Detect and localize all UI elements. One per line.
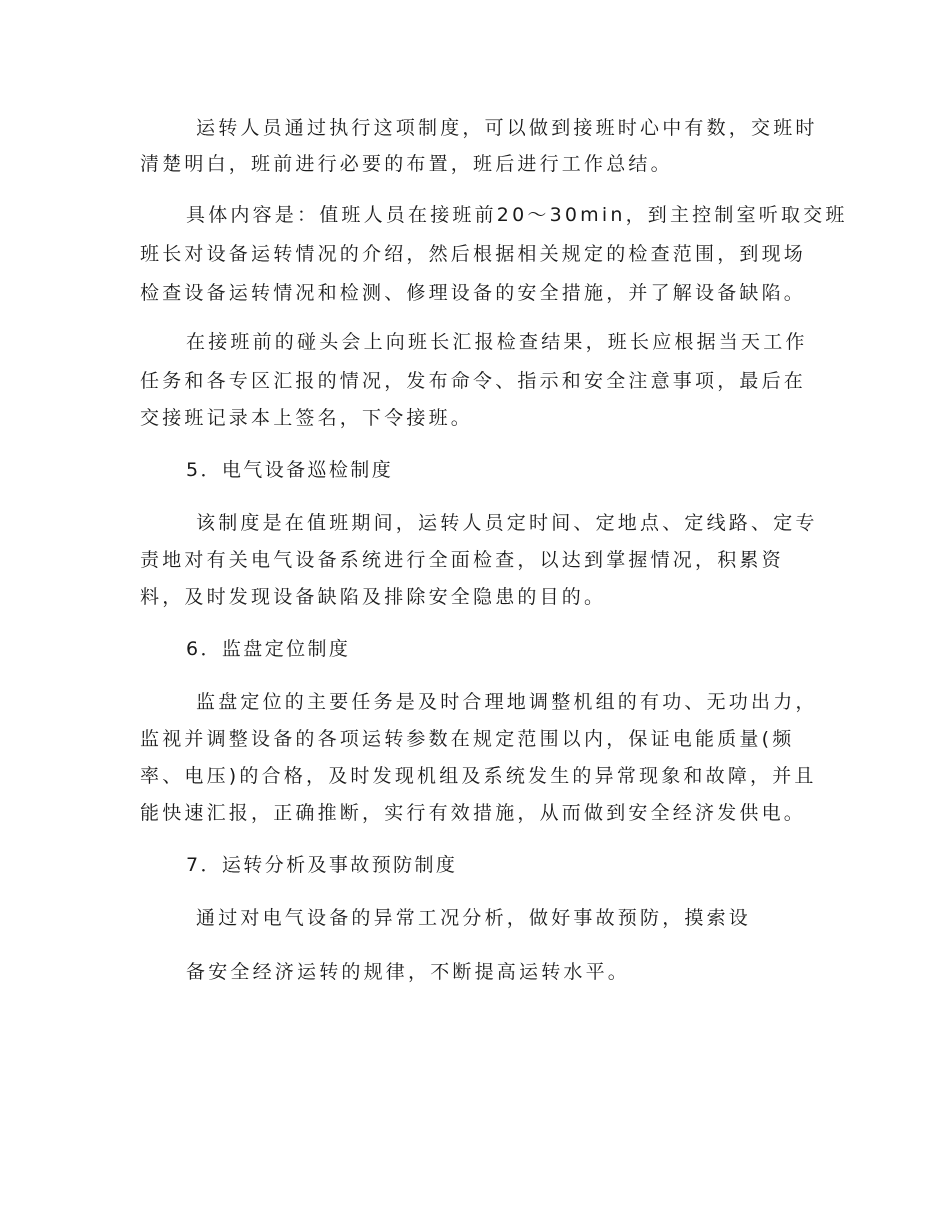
paragraph-3-line-2: 任务和各专区汇报的情况，发布命令、指示和安全注意事项，最后在 (140, 370, 807, 392)
paragraph-5-line-1: 监盘定位的主要任务是及时合理地调整机组的有功、无功出力， (196, 691, 818, 713)
paragraph-2-line-3: 检查设备运转情况和检测、修理设备的安全措施，并了解设备缺陷。 (140, 282, 807, 304)
paragraph-3-line-3: 交接班记录本上签名，下令接班。 (140, 407, 474, 429)
paragraph-4-line-3: 料，及时发现设备缺陷及排除安全隐患的目的。 (140, 586, 607, 608)
paragraph-5-line-3: 率、电压)的合格，及时发现机组及系统发生的异常现象和故障，并且 (140, 765, 817, 787)
paragraph-2-line-1: 具体内容是：值班人员在接班前20～30min，到主控制室听取交班 (186, 204, 848, 226)
paragraph-5-line-4: 能快速汇报，正确推断，实行有效措施，从而做到安全经济发供电。 (140, 802, 807, 824)
paragraph-2-line-2: 班长对设备运转情况的介绍，然后根据相关规定的检查范围，到现场 (140, 243, 807, 265)
heading-section-7: 7．运转分析及事故预防制度 (186, 854, 458, 876)
paragraph-1-line-2: 清楚明白，班前进行必要的布置，班后进行工作总结。 (140, 153, 673, 175)
paragraph-4-line-1: 该制度是在值班期间，运转人员定时间、定地点、定线路、定专 (196, 512, 818, 534)
paragraph-1-line-1: 运转人员通过执行这项制度，可以做到接班时心中有数，交班时 (196, 117, 818, 139)
paragraph-3-line-1: 在接班前的碰头会上向班长汇报检查结果，班长应根据当天工作 (186, 331, 808, 353)
paragraph-5-line-2: 监视并调整设备的各项运转参数在规定范围以内，保证电能质量(频 (140, 728, 795, 750)
paragraph-4-line-2: 责地对有关电气设备系统进行全面检查，以达到掌握情况，积累资 (140, 549, 784, 571)
paragraph-6-line-1: 通过对电气设备的异常工况分析，做好事故预防，摸索设 (196, 907, 752, 929)
heading-section-5: 5．电气设备巡检制度 (186, 459, 394, 481)
heading-section-6: 6．监盘定位制度 (186, 638, 351, 660)
paragraph-6-line-2: 备安全经济运转的规律，不断提高运转水平。 (186, 961, 631, 983)
